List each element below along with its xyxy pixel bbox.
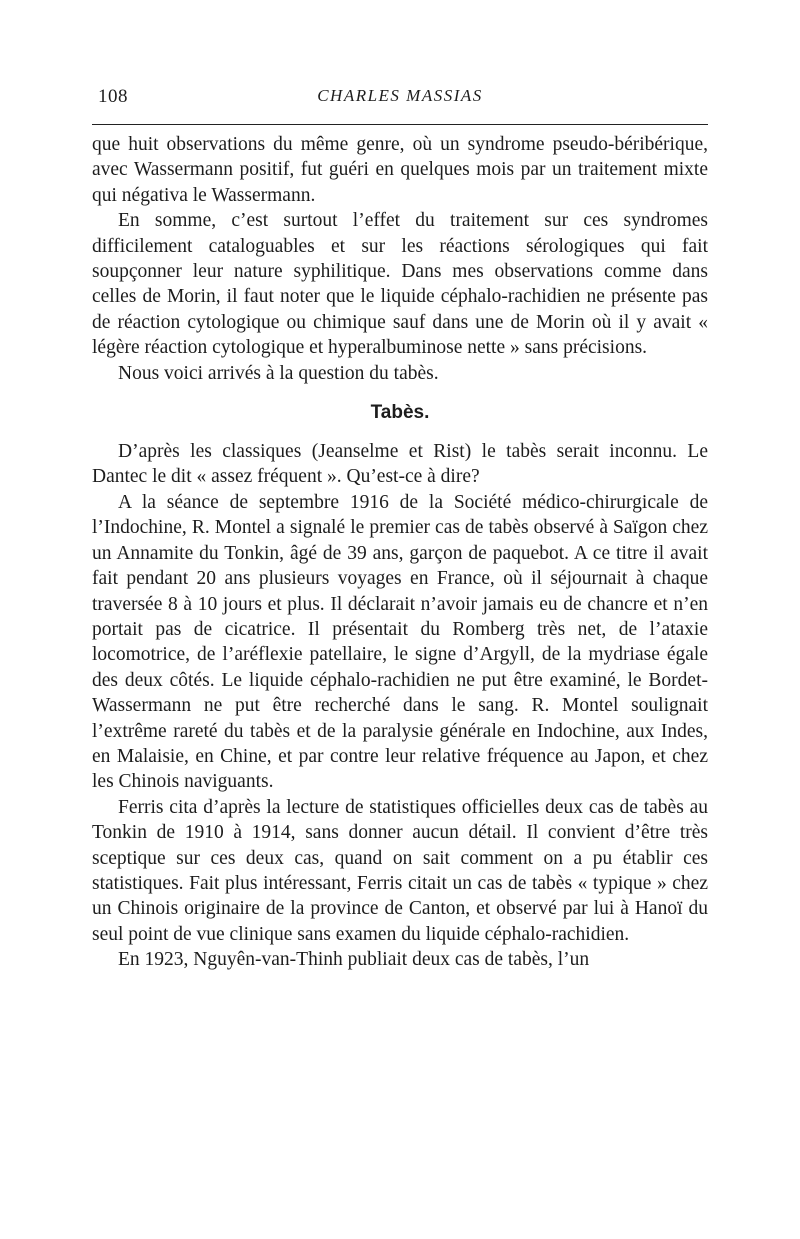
body-text xyxy=(92,132,708,973)
paragraph: En somme, c’est surtout l’effet du traitement sur ces syndromes difficilement cataloguables et sur les réactions sérologiques qui fait soupçonner leur nature syphilitique. Dans mes observations comme dans celles de Morin, il faut noter que le liquide céphalo-rachidien ne présente pas de réaction cytologique ou chimique sauf dans une de Morin où il y avait « légère réaction cytologique et hyperalbuminose nette » sans précisions. xyxy=(92,210,708,359)
paragraph: Nous voici arrivés à la question du tabès. xyxy=(118,362,439,384)
header-rule xyxy=(92,124,708,125)
running-title: CHARLES MASSIAS xyxy=(317,86,483,105)
paragraph: Ferris cita d’après la lecture de statistiques officielles deux cas de tabès au Tonkin de 1910 à 1914, sans donner aucun détail. Il convient d’être très sceptique sur ces deux cas, quand on sait comment on a pu établir ces statistiques. Fait plus intéressant, Ferris citait un cas de tabès « typique » chez un Chinois originaire de la province de Canton, et observé par lui à Hanoï du seul point de vue clinique sans examen du liquide céphalo-rachidien. xyxy=(92,796,708,945)
paragraph: En 1923, Nguyên-van-Thinh publiait deux cas de tabès, l’un xyxy=(118,949,590,971)
paragraph: que huit observations du même genre, où un syndrome pseudo-béribérique, avec Wassermann positif, fut guéri en quelques mois par un traitement mixte qui négativa le Wassermann. xyxy=(92,134,708,206)
running-head xyxy=(90,86,710,112)
paragraph: A la séance de septembre 1916 de la Société médico-chirurgicale de l’Indochine, R. Montel a signalé le premier cas de tabès observé à Saïgon chez un Annamite du Tonkin, âgé de 39 ans, garçon de paquebot. A ce titre il avait fait pendant 20 ans plusieurs voyages en France, où il séjournait à chaque traversée 8 à 10 jours et plus. Il déclarait n’avoir jamais eu de chancre et n’en portait pas de cicatrice. Il présentait du Romberg très net, de l’ataxie locomotrice, de l’aréflexie patellaire, le signe d’Argyll, de la mydriase égale des deux côtés. Le liquide céphalo-rachidien ne put être examiné, le Bordet-Wassermann ne put être recherché dans le sang. R. Montel soulignait l’extrême rareté du tabès et de la paralysie générale en Indochine, aux Indes, en Malaisie, en Chine, et par contre leur relative fréquence au Japon, et chez les Chinois naviguants. xyxy=(92,491,708,793)
section-heading: Tabès. xyxy=(370,402,430,424)
page-number: 108 xyxy=(98,86,128,107)
paragraph: D’après les classiques (Jeanselme et Rist) le tabès serait inconnu. Le Dantec le dit « assez fréquent ». Qu’est-ce à dire? xyxy=(92,441,708,488)
